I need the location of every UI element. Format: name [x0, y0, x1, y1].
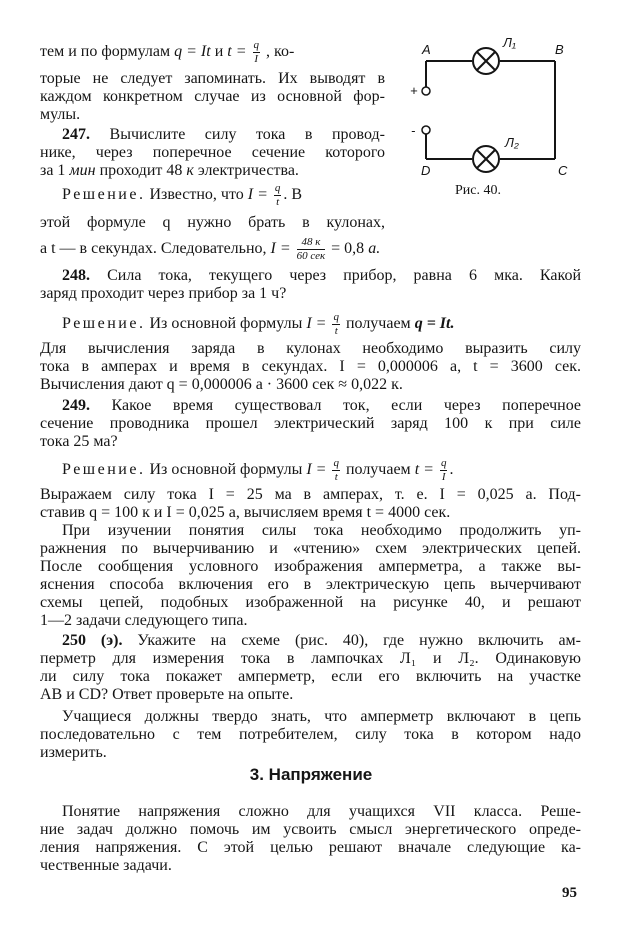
text-line: мулы.	[40, 106, 81, 123]
text-line: ставив q = 100 к и I = 0,025 а, вычисляем время t = 4000 сек.	[40, 504, 451, 521]
text-line: ления напряжения. С этой целью решают вначале следующие ка-	[40, 839, 581, 856]
terminal-plus-icon	[422, 87, 430, 95]
text-line: схемы цепей, подобных изображенной на рисунке 40, и решают	[40, 594, 581, 611]
label-a: A	[422, 42, 431, 57]
text-line: а t — в секундах. Следовательно, I = $\frac{48 к}{\text{60 сек}}$ = 0,8 а.	[40, 236, 381, 262]
text-line: каждом конкретном случае из основной фор-	[40, 88, 385, 105]
minus-sign: -	[411, 123, 416, 138]
text-line: измерить.	[40, 744, 107, 761]
text-line: Учащиеся должны твердо знать, что амперметр включают в цепь	[62, 708, 581, 725]
text-line: Для вычисления заряда в кулонах необходимо выразить силу	[40, 340, 581, 357]
text-line: 1—2 задачи следующего типа.	[40, 612, 248, 629]
text-line: Выражаем силу тока I = 25 ма в амперах, т. е. I = 0,025 а. Под-	[40, 486, 581, 503]
problem-250: 250 (э). Укажите на схеме (рис. 40), где нужно включить ам-	[62, 632, 581, 649]
page-number: 95	[562, 885, 577, 901]
label-l2: Л₂	[505, 135, 519, 150]
text-line: тем и по формулам q = It и t = $\frac{q}{I}$ , ко-	[40, 39, 295, 65]
text-line: ли силу тока покажет амперметр, если его включить на участке	[40, 668, 581, 685]
text-line: тока 25 ма?	[40, 433, 118, 450]
text-line: последовательно с тем потребителем, силу тока в котором надо	[40, 726, 581, 743]
text-line: торые не следует запоминать. Их выводят в	[40, 70, 385, 87]
solution-249: Решение. Из основной формулы I = $\frac{q}{t}$ получаем t = $\frac{q}{I}$ .	[62, 457, 454, 483]
text-line: нике, через поперечное сечение которого	[40, 144, 385, 161]
fraction-48k-over-60sec: $\frac{48 к}{\text{60 сек}}$	[296, 236, 326, 262]
plus-sign: +	[410, 83, 418, 98]
label-b: B	[555, 42, 564, 57]
lamp-l1-icon	[473, 48, 499, 74]
fraction-q-over-i: $\frac{q}{I}$	[440, 457, 447, 483]
text-line: Вычисления дают q = 0,000006 а · 3600 сек ≈ 0,022 к.	[40, 376, 403, 393]
fraction-q-over-t: $\frac{q}{t}$	[333, 311, 339, 337]
text-line: При изучении понятия силы тока необходимо продолжить уп-	[62, 522, 581, 539]
text-line: После сообщения условного изображения амперметра, а также вы-	[40, 558, 581, 575]
text-line: перметр для измерения тока в лампочках Л₁ и Л₂. Одинаковую	[40, 650, 581, 667]
label-d: D	[421, 163, 431, 178]
terminal-minus-icon	[422, 126, 430, 134]
text-line: AB и CD? Ответ проверьте на опыте.	[40, 686, 294, 703]
text-line: яснения способа включения его в электрическую цепь вычерчивают	[40, 576, 581, 593]
solution-247: Решение. Известно, что I = $\frac{q}{t}$ . В	[62, 182, 303, 208]
problem-247: 247. Вычислите силу тока в провод-	[62, 126, 385, 143]
label-l1: Л₁	[503, 35, 517, 50]
text-line: этой формуле q нужно брать в кулонах,	[40, 214, 385, 231]
problem-248: 248. Сила тока, текущего через прибор, равна 6 мка. Какой	[62, 267, 581, 284]
text-line: ражнения по вычерчиванию и «чтению» схем электрических цепей.	[40, 540, 581, 557]
text-line: за 1 мин проходит 48 к электричества.	[40, 162, 299, 179]
formula-q-it: q = It	[174, 43, 211, 61]
text-line: чественные задачи.	[40, 857, 172, 874]
figure-caption: Рис. 40.	[455, 183, 501, 198]
text-line: тока в амперах и время в секундах. I = 0,000006 а, t = 3600 сек.	[40, 358, 581, 375]
fraction-q-over-t: $\frac{q}{t}$	[333, 457, 339, 483]
section-heading: 3. Напряжение	[249, 765, 373, 784]
circuit-diagram	[402, 34, 572, 182]
fraction-q-over-t: $\frac{q}{t}$	[274, 182, 281, 208]
problem-249: 249. Какое время существовал ток, если через поперечное	[62, 397, 581, 414]
label-c: C	[558, 163, 568, 178]
text-line: Понятие напряжения сложно для учащихся VII класса. Реше-	[62, 803, 581, 820]
fraction-q-over-i: $\frac{q}{I}$	[253, 39, 259, 65]
text-line: заряд проходит через прибор за 1 ч?	[40, 285, 287, 302]
text-line: сечение проводника прошел электрический заряд 100 к при силе	[40, 415, 581, 432]
lamp-l2-icon	[473, 146, 499, 172]
solution-248: Решение. Из основной формулы I = $\frac{q}{t}$ получаем q = It.	[62, 311, 455, 337]
text-line: ние задач должно помочь им усвоить смысл энергетического опреде-	[40, 821, 581, 838]
